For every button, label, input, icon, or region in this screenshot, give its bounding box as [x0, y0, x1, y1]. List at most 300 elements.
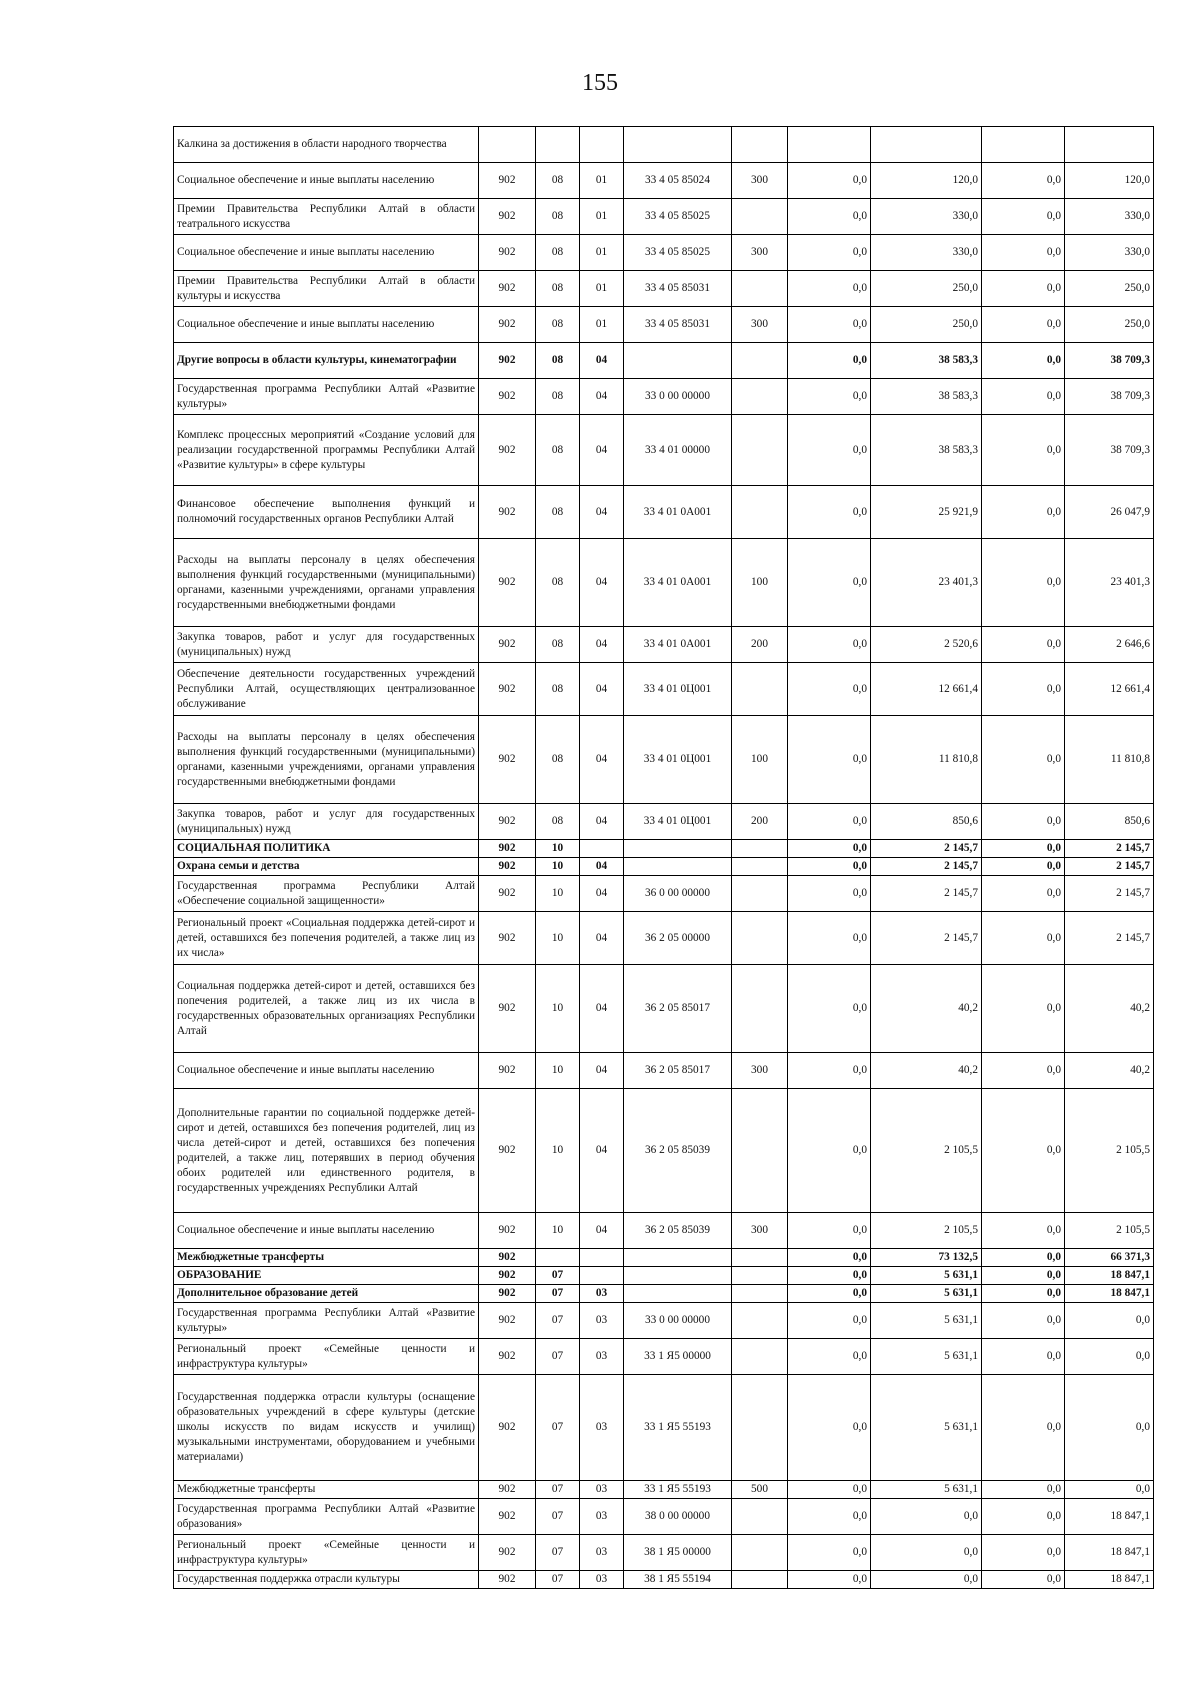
- department-code-cell: 902: [479, 804, 536, 840]
- subsection-code-cell: 03: [580, 1339, 624, 1375]
- amount-cell-1: 0,0: [788, 876, 871, 912]
- table-row: [174, 804, 1154, 840]
- target-article-cell: 33 1 Я5 55193: [624, 1481, 732, 1499]
- department-code-cell: 902: [479, 235, 536, 271]
- department-code-cell: 902: [479, 343, 536, 379]
- amount-cell-3: 0,0: [982, 858, 1065, 876]
- table-row: [174, 127, 1154, 163]
- target-article-cell: 33 4 01 0Ц001: [624, 663, 732, 716]
- target-article-cell: 33 0 00 00000: [624, 379, 732, 415]
- amount-cell-4: 38 709,3: [1065, 415, 1154, 486]
- subsection-code-cell: [580, 1249, 624, 1267]
- table-row: [174, 965, 1154, 1053]
- section-code-cell: 10: [536, 840, 580, 858]
- amount-cell-4: 330,0: [1065, 235, 1154, 271]
- section-code-cell: 08: [536, 663, 580, 716]
- section-code-cell: 08: [536, 627, 580, 663]
- department-code-cell: 902: [479, 199, 536, 235]
- table-row: [174, 663, 1154, 716]
- table-row: [174, 1339, 1154, 1375]
- table-row: [174, 271, 1154, 307]
- amount-cell-4: 40,2: [1065, 965, 1154, 1053]
- expense-type-cell: [732, 858, 788, 876]
- department-code-cell: 902: [479, 1535, 536, 1571]
- amount-cell-4: 250,0: [1065, 271, 1154, 307]
- section-code-cell: 07: [536, 1267, 580, 1285]
- expense-type-cell: [732, 1303, 788, 1339]
- target-article-cell: 33 1 Я5 00000: [624, 1339, 732, 1375]
- section-code-cell: 07: [536, 1535, 580, 1571]
- item-name-cell: Премии Правительства Республики Алтай в области театрального искусства: [174, 199, 479, 235]
- subsection-code-cell: 04: [580, 912, 624, 965]
- amount-cell-3: 0,0: [982, 965, 1065, 1053]
- amount-cell-3: 0,0: [982, 1213, 1065, 1249]
- expense-type-cell: [732, 1499, 788, 1535]
- target-article-cell: 33 1 Я5 55193: [624, 1375, 732, 1481]
- amount-cell-2: 2 105,5: [871, 1213, 982, 1249]
- department-code-cell: 902: [479, 1481, 536, 1499]
- amount-cell-1: 0,0: [788, 912, 871, 965]
- expense-type-cell: [732, 965, 788, 1053]
- target-article-cell: 33 4 01 0А001: [624, 539, 732, 627]
- department-code-cell: 902: [479, 1571, 536, 1589]
- amount-cell-3: 0,0: [982, 716, 1065, 804]
- subsection-code-cell: 03: [580, 1499, 624, 1535]
- section-code-cell: 10: [536, 1089, 580, 1213]
- amount-cell-4: 12 661,4: [1065, 663, 1154, 716]
- target-article-cell: 38 1 Я5 55194: [624, 1571, 732, 1589]
- amount-cell-3: 0,0: [982, 343, 1065, 379]
- item-name-cell: СОЦИАЛЬНАЯ ПОЛИТИКА: [174, 840, 479, 858]
- amount-cell-4: 18 847,1: [1065, 1267, 1154, 1285]
- subsection-code-cell: 04: [580, 486, 624, 539]
- subsection-code-cell: 01: [580, 199, 624, 235]
- department-code-cell: 902: [479, 716, 536, 804]
- subsection-code-cell: [580, 840, 624, 858]
- item-name-cell: Государственная программа Республики Алтай «Развитие культуры»: [174, 379, 479, 415]
- expense-type-cell: [732, 379, 788, 415]
- amount-cell-1: 0,0: [788, 1481, 871, 1499]
- item-name-cell: Дополнительное образование детей: [174, 1285, 479, 1303]
- amount-cell-4: 2 145,7: [1065, 876, 1154, 912]
- table-row: [174, 1285, 1154, 1303]
- item-name-cell: Межбюджетные трансферты: [174, 1481, 479, 1499]
- amount-cell-3: 0,0: [982, 307, 1065, 343]
- amount-cell-4: 250,0: [1065, 307, 1154, 343]
- amount-cell-3: 0,0: [982, 1053, 1065, 1089]
- amount-cell-2: 250,0: [871, 271, 982, 307]
- expense-type-cell: [732, 912, 788, 965]
- item-name-cell: Закупка товаров, работ и услуг для государственных (муниципальных) нужд: [174, 627, 479, 663]
- department-code-cell: 902: [479, 163, 536, 199]
- amount-cell-1: 0,0: [788, 235, 871, 271]
- table-row: [174, 486, 1154, 539]
- amount-cell-2: 25 921,9: [871, 486, 982, 539]
- amount-cell-1: 0,0: [788, 307, 871, 343]
- item-name-cell: Расходы на выплаты персоналу в целях обеспечения выполнения функций государственными (муниципальными) органами, казенными учреждениями, органами управления государственными внебюджетными фондами: [174, 539, 479, 627]
- amount-cell-1: 0,0: [788, 840, 871, 858]
- expense-type-cell: [732, 840, 788, 858]
- table-row: [174, 1481, 1154, 1499]
- table-row: [174, 1267, 1154, 1285]
- subsection-code-cell: 04: [580, 379, 624, 415]
- section-code-cell: 07: [536, 1571, 580, 1589]
- section-code-cell: 08: [536, 307, 580, 343]
- amount-cell-2: 38 583,3: [871, 343, 982, 379]
- department-code-cell: 902: [479, 876, 536, 912]
- amount-cell-3: 0,0: [982, 1571, 1065, 1589]
- amount-cell-3: 0,0: [982, 1481, 1065, 1499]
- amount-cell-3: 0,0: [982, 163, 1065, 199]
- expense-type-cell: [732, 1535, 788, 1571]
- amount-cell-2: 5 631,1: [871, 1285, 982, 1303]
- table-row: [174, 1571, 1154, 1589]
- subsection-code-cell: 03: [580, 1571, 624, 1589]
- section-code-cell: 08: [536, 163, 580, 199]
- amount-cell-2: 38 583,3: [871, 415, 982, 486]
- amount-cell-2: 330,0: [871, 199, 982, 235]
- table-row: [174, 199, 1154, 235]
- department-code-cell: 902: [479, 1089, 536, 1213]
- expense-type-cell: [732, 1339, 788, 1375]
- table-row: [174, 912, 1154, 965]
- amount-cell-4: 18 847,1: [1065, 1535, 1154, 1571]
- section-code-cell: 08: [536, 716, 580, 804]
- amount-cell-2: 38 583,3: [871, 379, 982, 415]
- table-row: [174, 307, 1154, 343]
- amount-cell-2: 5 631,1: [871, 1481, 982, 1499]
- section-code-cell: 10: [536, 912, 580, 965]
- amount-cell-3: 0,0: [982, 235, 1065, 271]
- budget-table: [173, 126, 1154, 1589]
- section-code-cell: 08: [536, 379, 580, 415]
- amount-cell-2: 120,0: [871, 163, 982, 199]
- item-name-cell: Закупка товаров, работ и услуг для государственных (муниципальных) нужд: [174, 804, 479, 840]
- amount-cell-2: 0,0: [871, 1499, 982, 1535]
- item-name-cell: Региональный проект «Семейные ценности и инфраструктура культуры»: [174, 1339, 479, 1375]
- subsection-code-cell: 03: [580, 1375, 624, 1481]
- amount-cell-4: 0,0: [1065, 1375, 1154, 1481]
- expense-type-cell: [732, 271, 788, 307]
- amount-cell-2: 40,2: [871, 965, 982, 1053]
- target-article-cell: 33 4 05 85025: [624, 199, 732, 235]
- amount-cell-2: 330,0: [871, 235, 982, 271]
- amount-cell-4: 120,0: [1065, 163, 1154, 199]
- amount-cell-4: 18 847,1: [1065, 1571, 1154, 1589]
- subsection-code-cell: 04: [580, 343, 624, 379]
- expense-type-cell: [732, 1089, 788, 1213]
- section-code-cell: 10: [536, 876, 580, 912]
- amount-cell-4: [1065, 127, 1154, 163]
- section-code-cell: 07: [536, 1303, 580, 1339]
- amount-cell-1: 0,0: [788, 539, 871, 627]
- amount-cell-1: 0,0: [788, 1303, 871, 1339]
- amount-cell-3: 0,0: [982, 1303, 1065, 1339]
- amount-cell-4: 23 401,3: [1065, 539, 1154, 627]
- amount-cell-4: 11 810,8: [1065, 716, 1154, 804]
- table-row: [174, 1535, 1154, 1571]
- subsection-code-cell: 01: [580, 163, 624, 199]
- section-code-cell: 08: [536, 486, 580, 539]
- expense-type-cell: 200: [732, 804, 788, 840]
- item-name-cell: Обеспечение деятельности государственных учреждений Республики Алтай, осуществляющих централизованное обслуживание: [174, 663, 479, 716]
- section-code-cell: 10: [536, 965, 580, 1053]
- amount-cell-3: 0,0: [982, 804, 1065, 840]
- table-row: [174, 716, 1154, 804]
- department-code-cell: 902: [479, 1303, 536, 1339]
- item-name-cell: Охрана семьи и детства: [174, 858, 479, 876]
- expense-type-cell: [732, 1249, 788, 1267]
- amount-cell-1: 0,0: [788, 965, 871, 1053]
- section-code-cell: 08: [536, 235, 580, 271]
- expense-type-cell: [732, 1571, 788, 1589]
- section-code-cell: 07: [536, 1375, 580, 1481]
- expense-type-cell: 300: [732, 235, 788, 271]
- amount-cell-3: 0,0: [982, 415, 1065, 486]
- item-name-cell: Государственная программа Республики Алтай «Развитие образования»: [174, 1499, 479, 1535]
- amount-cell-3: 0,0: [982, 663, 1065, 716]
- amount-cell-1: 0,0: [788, 627, 871, 663]
- table-row: [174, 163, 1154, 199]
- section-code-cell: 08: [536, 199, 580, 235]
- amount-cell-1: 0,0: [788, 1571, 871, 1589]
- subsection-code-cell: 04: [580, 415, 624, 486]
- amount-cell-2: 250,0: [871, 307, 982, 343]
- item-name-cell: Межбюджетные трансферты: [174, 1249, 479, 1267]
- amount-cell-1: [788, 127, 871, 163]
- target-article-cell: [624, 1267, 732, 1285]
- amount-cell-4: 26 047,9: [1065, 486, 1154, 539]
- section-code-cell: 07: [536, 1285, 580, 1303]
- target-article-cell: [624, 1285, 732, 1303]
- amount-cell-4: 2 145,7: [1065, 840, 1154, 858]
- table-row: [174, 1213, 1154, 1249]
- amount-cell-4: 18 847,1: [1065, 1285, 1154, 1303]
- target-article-cell: 33 4 05 85024: [624, 163, 732, 199]
- item-name-cell: Региональный проект «Социальная поддержка детей-сирот и детей, оставшихся без попечения родителей, а также лиц из их числа»: [174, 912, 479, 965]
- target-article-cell: [624, 127, 732, 163]
- department-code-cell: 902: [479, 307, 536, 343]
- amount-cell-4: 0,0: [1065, 1481, 1154, 1499]
- table-row: [174, 1375, 1154, 1481]
- subsection-code-cell: 01: [580, 307, 624, 343]
- amount-cell-1: 0,0: [788, 1339, 871, 1375]
- amount-cell-4: 18 847,1: [1065, 1499, 1154, 1535]
- department-code-cell: 902: [479, 1339, 536, 1375]
- amount-cell-3: 0,0: [982, 876, 1065, 912]
- amount-cell-1: 0,0: [788, 343, 871, 379]
- amount-cell-1: 0,0: [788, 1285, 871, 1303]
- table-row: [174, 627, 1154, 663]
- department-code-cell: 902: [479, 1267, 536, 1285]
- item-name-cell: Калкина за достижения в области народного творчества: [174, 127, 479, 163]
- item-name-cell: Социальная поддержка детей-сирот и детей, оставшихся без попечения родителей, а также лиц из их числа в государственных образовательных организациях Республики Алтай: [174, 965, 479, 1053]
- expense-type-cell: 500: [732, 1481, 788, 1499]
- item-name-cell: Социальное обеспечение и иные выплаты населению: [174, 163, 479, 199]
- item-name-cell: Финансовое обеспечение выполнения функций и полномочий государственных органов Республики Алтай: [174, 486, 479, 539]
- amount-cell-4: 66 371,3: [1065, 1249, 1154, 1267]
- subsection-code-cell: 04: [580, 1053, 624, 1089]
- amount-cell-3: 0,0: [982, 912, 1065, 965]
- subsection-code-cell: 04: [580, 539, 624, 627]
- amount-cell-4: 2 105,5: [1065, 1213, 1154, 1249]
- amount-cell-1: 0,0: [788, 271, 871, 307]
- target-article-cell: 36 0 00 00000: [624, 876, 732, 912]
- target-article-cell: 33 4 01 0А001: [624, 627, 732, 663]
- expense-type-cell: 300: [732, 1213, 788, 1249]
- amount-cell-2: 0,0: [871, 1571, 982, 1589]
- expense-type-cell: [732, 127, 788, 163]
- amount-cell-1: 0,0: [788, 1249, 871, 1267]
- target-article-cell: 36 2 05 85039: [624, 1213, 732, 1249]
- amount-cell-3: 0,0: [982, 840, 1065, 858]
- table-row: [174, 1303, 1154, 1339]
- amount-cell-1: 0,0: [788, 1267, 871, 1285]
- amount-cell-1: 0,0: [788, 1213, 871, 1249]
- department-code-cell: 902: [479, 486, 536, 539]
- amount-cell-1: 0,0: [788, 163, 871, 199]
- expense-type-cell: [732, 486, 788, 539]
- amount-cell-1: 0,0: [788, 804, 871, 840]
- table-row: [174, 539, 1154, 627]
- target-article-cell: 33 4 01 00000: [624, 415, 732, 486]
- amount-cell-3: 0,0: [982, 627, 1065, 663]
- item-name-cell: Социальное обеспечение и иные выплаты населению: [174, 307, 479, 343]
- department-code-cell: 902: [479, 965, 536, 1053]
- subsection-code-cell: [580, 127, 624, 163]
- amount-cell-4: 850,6: [1065, 804, 1154, 840]
- amount-cell-2: 850,6: [871, 804, 982, 840]
- expense-type-cell: 300: [732, 163, 788, 199]
- target-article-cell: 36 2 05 85039: [624, 1089, 732, 1213]
- item-name-cell: Социальное обеспечение и иные выплаты населению: [174, 1053, 479, 1089]
- subsection-code-cell: 04: [580, 663, 624, 716]
- department-code-cell: 902: [479, 858, 536, 876]
- expense-type-cell: 300: [732, 1053, 788, 1089]
- amount-cell-2: 2 105,5: [871, 1089, 982, 1213]
- amount-cell-4: 2 145,7: [1065, 912, 1154, 965]
- item-name-cell: Региональный проект «Семейные ценности и инфраструктура культуры»: [174, 1535, 479, 1571]
- subsection-code-cell: 04: [580, 965, 624, 1053]
- subsection-code-cell: 03: [580, 1303, 624, 1339]
- subsection-code-cell: 04: [580, 804, 624, 840]
- target-article-cell: 38 1 Я5 00000: [624, 1535, 732, 1571]
- section-code-cell: 10: [536, 1213, 580, 1249]
- item-name-cell: Государственная поддержка отрасли культуры: [174, 1571, 479, 1589]
- amount-cell-1: 0,0: [788, 379, 871, 415]
- table-row: [174, 1089, 1154, 1213]
- subsection-code-cell: 04: [580, 876, 624, 912]
- item-name-cell: Расходы на выплаты персоналу в целях обеспечения выполнения функций государственными (муниципальными) органами, казенными учреждениями, органами управления государственными внебюджетными фондами: [174, 716, 479, 804]
- amount-cell-2: 23 401,3: [871, 539, 982, 627]
- expense-type-cell: [732, 1267, 788, 1285]
- table-row: [174, 858, 1154, 876]
- table-row: [174, 876, 1154, 912]
- amount-cell-4: 40,2: [1065, 1053, 1154, 1089]
- amount-cell-2: 5 631,1: [871, 1303, 982, 1339]
- department-code-cell: 902: [479, 1249, 536, 1267]
- amount-cell-2: 2 520,6: [871, 627, 982, 663]
- expense-type-cell: 100: [732, 539, 788, 627]
- section-code-cell: 10: [536, 858, 580, 876]
- amount-cell-1: 0,0: [788, 199, 871, 235]
- amount-cell-2: 5 631,1: [871, 1375, 982, 1481]
- department-code-cell: 902: [479, 1285, 536, 1303]
- item-name-cell: Дополнительные гарантии по социальной поддержке детей-сирот и детей, оставшихся без попечения родителей, лиц из числа детей-сирот и детей, оставшихся без попечения родителей, а также лиц, потерявших в период обучения обоих родителей или единственного родителя, в государственных учреждениях Республики Алтай: [174, 1089, 479, 1213]
- target-article-cell: 33 4 05 85031: [624, 271, 732, 307]
- department-code-cell: 902: [479, 1213, 536, 1249]
- amount-cell-2: 5 631,1: [871, 1267, 982, 1285]
- section-code-cell: 08: [536, 804, 580, 840]
- amount-cell-3: 0,0: [982, 1339, 1065, 1375]
- amount-cell-1: 0,0: [788, 415, 871, 486]
- target-article-cell: [624, 858, 732, 876]
- amount-cell-1: 0,0: [788, 1499, 871, 1535]
- amount-cell-2: [871, 127, 982, 163]
- target-article-cell: 36 2 05 85017: [624, 965, 732, 1053]
- department-code-cell: 902: [479, 840, 536, 858]
- department-code-cell: 902: [479, 912, 536, 965]
- amount-cell-4: 0,0: [1065, 1339, 1154, 1375]
- department-code-cell: 902: [479, 1499, 536, 1535]
- target-article-cell: [624, 1249, 732, 1267]
- subsection-code-cell: 04: [580, 1213, 624, 1249]
- page-number: 155: [582, 70, 618, 96]
- expense-type-cell: [732, 876, 788, 912]
- department-code-cell: 902: [479, 271, 536, 307]
- amount-cell-2: 2 145,7: [871, 840, 982, 858]
- subsection-code-cell: 04: [580, 1089, 624, 1213]
- section-code-cell: 07: [536, 1481, 580, 1499]
- expense-type-cell: [732, 343, 788, 379]
- amount-cell-2: 11 810,8: [871, 716, 982, 804]
- amount-cell-4: 2 105,5: [1065, 1089, 1154, 1213]
- amount-cell-3: 0,0: [982, 1499, 1065, 1535]
- amount-cell-3: 0,0: [982, 1285, 1065, 1303]
- subsection-code-cell: 03: [580, 1481, 624, 1499]
- table-row: [174, 235, 1154, 271]
- item-name-cell: ОБРАЗОВАНИЕ: [174, 1267, 479, 1285]
- item-name-cell: Другие вопросы в области культуры, кинематографии: [174, 343, 479, 379]
- target-article-cell: [624, 343, 732, 379]
- section-code-cell: 08: [536, 271, 580, 307]
- amount-cell-3: 0,0: [982, 271, 1065, 307]
- item-name-cell: Социальное обеспечение и иные выплаты населению: [174, 235, 479, 271]
- expense-type-cell: 100: [732, 716, 788, 804]
- subsection-code-cell: 03: [580, 1535, 624, 1571]
- department-code-cell: 902: [479, 379, 536, 415]
- target-article-cell: 36 2 05 00000: [624, 912, 732, 965]
- amount-cell-3: 0,0: [982, 486, 1065, 539]
- table-row: [174, 343, 1154, 379]
- amount-cell-2: 0,0: [871, 1535, 982, 1571]
- target-article-cell: 33 4 05 85031: [624, 307, 732, 343]
- target-article-cell: 33 4 01 0Ц001: [624, 804, 732, 840]
- section-code-cell: [536, 127, 580, 163]
- table-row: [174, 1053, 1154, 1089]
- subsection-code-cell: 01: [580, 271, 624, 307]
- department-code-cell: 902: [479, 663, 536, 716]
- table-row: [174, 1249, 1154, 1267]
- target-article-cell: 33 4 01 0А001: [624, 486, 732, 539]
- item-name-cell: Премии Правительства Республики Алтай в области культуры и искусства: [174, 271, 479, 307]
- expense-type-cell: 300: [732, 307, 788, 343]
- amount-cell-4: 38 709,3: [1065, 379, 1154, 415]
- expense-type-cell: [732, 415, 788, 486]
- table-row: [174, 379, 1154, 415]
- amount-cell-3: 0,0: [982, 1249, 1065, 1267]
- target-article-cell: [624, 840, 732, 858]
